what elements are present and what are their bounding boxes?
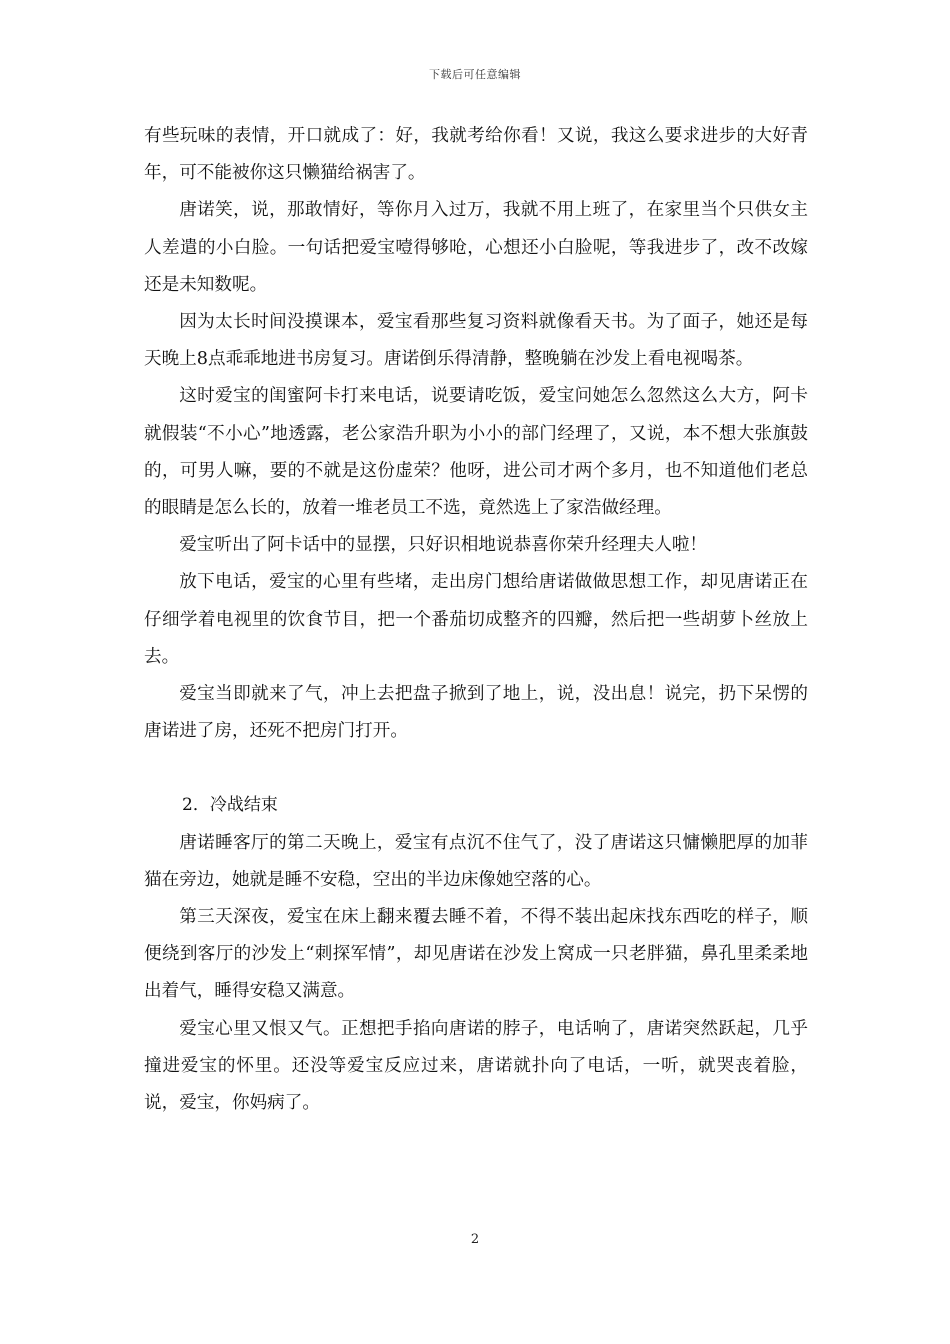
- paragraph: 有些玩味的表情，开口就成了：好，我就考给你看！又说，我这么要求进步的大好青年，可不能被你这只懒猫给祸害了。: [144, 126, 808, 184]
- paragraph: 爱宝当即就来了气，冲上去把盘子掀到了地上，说，没出息！说完，扔下呆愣的唐诺进了房，还死不把房门打开。: [144, 684, 808, 742]
- paragraph: 这时爱宝的闺蜜阿卡打来电话，说要请吃饭，爱宝问她怎么忽然这么大方，阿卡就假装“不小心”地透露，老公家浩升职为小小的部门经理了，又说，本不想大张旗鼓的，可男人嘛，要的不就是这份虚荣？他呀，进公司才两个多月，也不知道他们老总的眼睛是怎么长的，放着一堆老员工不选，竟然选上了家浩做经理。: [144, 386, 808, 519]
- paragraph: 唐诺笑，说，那敢情好，等你月入过万，我就不用上班了，在家里当个只供女主人差遣的小白脸。一句话把爱宝噎得够呛，心想还小白脸呢，等我进步了，改不改嫁还是未知数呢。: [144, 200, 808, 295]
- paragraph: 爱宝心里又恨又气。正想把手掐向唐诺的脖子，电话响了，唐诺突然跃起，几乎撞进爱宝的怀里。还没等爱宝反应过来，唐诺就扑向了电话，一听，就哭丧着脸，说，爱宝，你妈病了。: [144, 1018, 808, 1114]
- paragraph: 放下电话，爱宝的心里有些堵，走出房门想给唐诺做做思想工作，却见唐诺正在仔细学着电视里的饮食节目，把一个番茄切成整齐的四瓣，然后把一些胡萝卜丝放上去。: [144, 572, 808, 667]
- page-number: 2: [470, 1232, 480, 1247]
- page-header: 下载后可任意编辑: [429, 68, 521, 81]
- paragraph: 唐诺睡客厅的第二天晚上，爱宝有点沉不住气了，没了唐诺这只慵懒肥厚的加菲猫在旁边，她就是睡不安稳，空出的半边床像她空落的心。: [144, 832, 808, 890]
- paragraph: 第三天深夜，爱宝在床上翻来覆去睡不着，不得不装出起床找东西吃的样子，顺便绕到客厅的沙发上“刺探军情”，却见唐诺在沙发上窝成一只老胖猫，鼻孔里柔柔地出着气，睡得安稳又满意。: [144, 907, 808, 1002]
- section-heading: 2．冷战结束: [182, 795, 278, 816]
- paragraph: 爱宝听出了阿卡话中的显摆，只好识相地说恭喜你荣升经理夫人啦！: [179, 535, 708, 556]
- document-body: [144, 118, 808, 1122]
- paragraph: 因为太长时间没摸课本，爱宝看那些复习资料就像看天书。为了面子，她还是每天晚上8点乖乖地进书房复习。唐诺倒乐得清静，整晚躺在沙发上看电视喝茶。: [144, 312, 808, 370]
